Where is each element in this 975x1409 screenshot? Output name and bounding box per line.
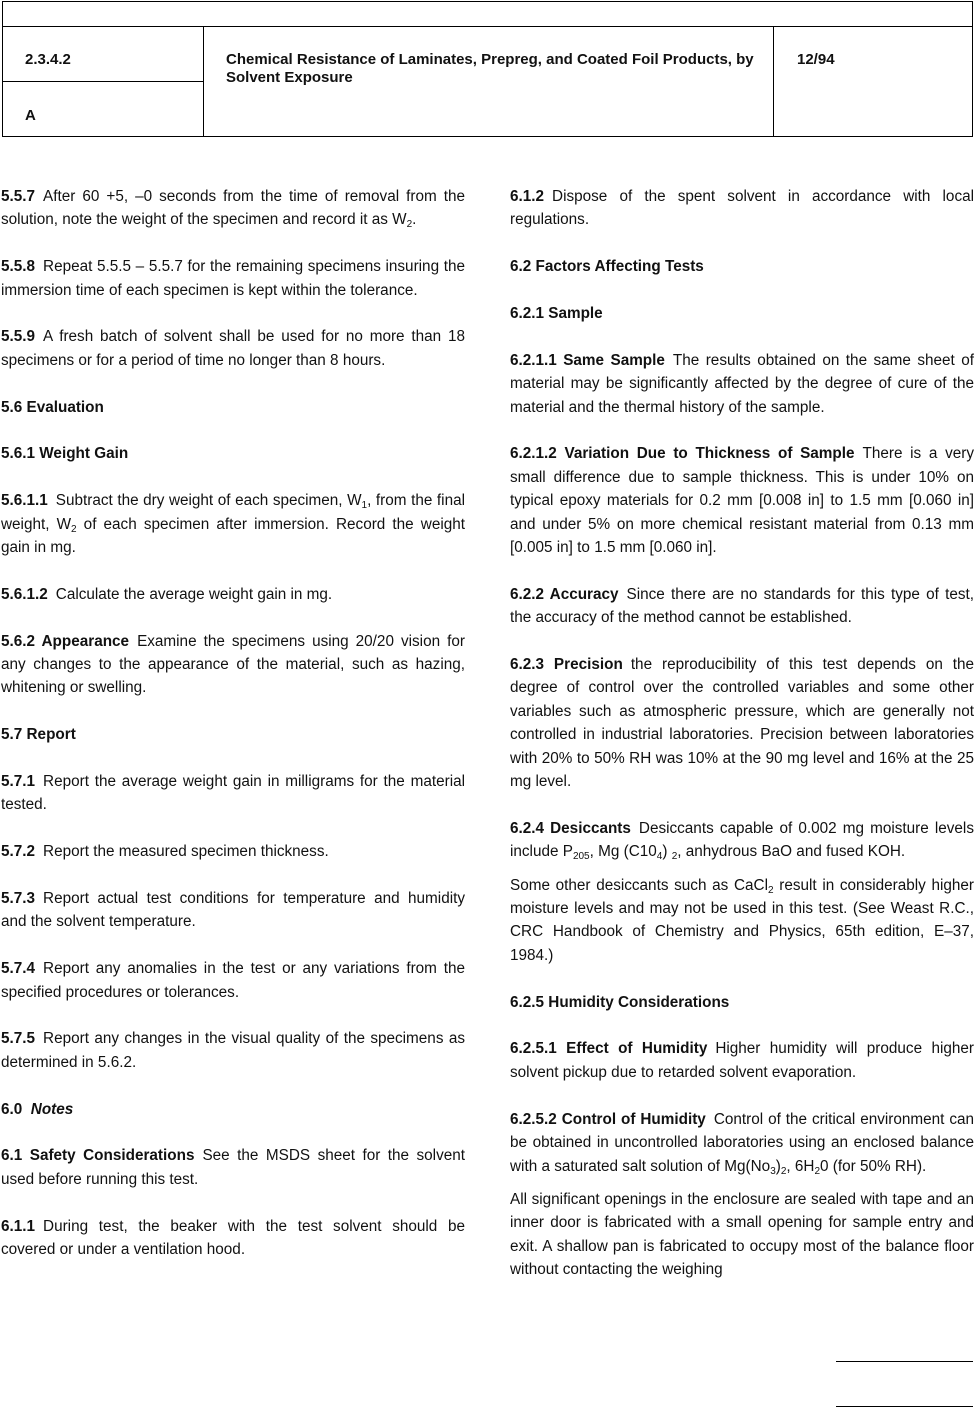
heading-6-2-1: 6.2.1 Sample: [510, 305, 603, 322]
subscript: 2: [406, 219, 413, 231]
section-label: 6.2.5.2 Control of Humidity: [510, 1110, 706, 1128]
paragraph-6-1-2: [510, 185, 974, 232]
paragraph-6-2-5-1: [510, 1037, 974, 1084]
paragraph-5-6-2: [1, 630, 465, 700]
section-label: 6.2.3 Precision: [510, 656, 623, 674]
paragraph-5-7-1: [1, 770, 465, 817]
document-title: Chemical Resistance of Laminates, Prepreg, and Coated Foil Products, by Solvent Exposure: [226, 51, 754, 86]
paragraph-5-5-8: [1, 255, 465, 302]
paragraph-6-2-5-2-continued: [510, 1188, 974, 1282]
paragraph-5-7-4: [1, 957, 465, 1004]
paragraph-text: After 60 +5, –0 seconds from the time of removal from the solution, note the weight of the specimen and record it as W: [1, 188, 465, 229]
section-label: 5.5.8: [1, 258, 36, 276]
paragraph-text: Report the measured specimen thickness.: [43, 843, 329, 861]
section-label: 5.7.2: [1, 843, 36, 861]
paragraph-text: .: [412, 211, 417, 229]
paragraph-5-7-5: [1, 1027, 465, 1074]
section-label: 5.7.1: [1, 773, 36, 791]
heading-5-6: 5.6 Evaluation: [1, 398, 104, 416]
subscript: 2: [671, 851, 678, 863]
paragraph-text: Dispose of the spent solvent in accordance with local regulations.: [510, 188, 974, 229]
section-label: 5.7.4: [1, 960, 36, 978]
paragraph-text: Examine the specimens using 20/20 vision for any changes to the appearance of the material, such as hazing, whitening or swelling.: [1, 632, 465, 697]
subscript: 1: [361, 500, 368, 512]
paragraph-text: All significant openings in the enclosure are sealed with tape and an inner door is fabricated with a small opening for sample entry and exit. A shallow pan is fabricated to occupy most of the balance floor without contacting the weighing: [510, 1190, 974, 1279]
paragraph-text: Report any anomalies in the test or any variations from the specified procedures or tolerances.: [1, 960, 465, 1001]
subscript: 3: [770, 1165, 776, 1177]
section-label: 6.2.1.2 Variation Due to Thickness of Sample: [510, 445, 855, 463]
section-label: 5.7.3: [1, 890, 36, 908]
footer-rule: [836, 1361, 973, 1362]
paragraph-text: , Mg (C10: [589, 843, 657, 861]
header-top-row: [3, 2, 972, 27]
section-label: 6.2.5.1 Effect of Humidity: [510, 1040, 708, 1058]
paragraph-6-2-4: [510, 817, 974, 864]
document-number: 2.3.4.2: [25, 51, 71, 68]
section-label: 6.1.1: [1, 1217, 36, 1235]
subscript: 2: [780, 1165, 787, 1177]
paragraph-text: result in considerably higher moisture levels and may not be used in this test. (See Weast R.C., CRC Handbook of Chemistry and Physics, 65th edition, E–37, 1984.): [510, 876, 974, 964]
paragraph-text: Report the average weight gain in milligrams for the material tested.: [1, 773, 465, 814]
paragraph-text: Calculate the average weight gain in mg.: [55, 585, 333, 603]
paragraph-text: Desiccants capable of 0.002 mg moisture levels include P: [510, 819, 974, 861]
heading-6-2-5: 6.2.5 Humidity Considerations: [510, 993, 730, 1011]
paragraph-text: the reproducibility of this test depends on the degree of control over the controlled variables and some other variables such as atmospheric pressure, which are generally not controlled in industrial laboratories. Precision between laboratories with 20% to 50% RH was 10% at the 90 mg level and 16% at the 25 mg level.: [510, 656, 975, 791]
section-label: 5.6.1.1: [1, 492, 48, 510]
paragraph-text: Higher humidity will produce higher solvent pickup due to retarded solvent evaporation.: [510, 1040, 974, 1081]
paragraph-text: See the MSDS sheet for the solvent used before running this test.: [1, 1147, 465, 1188]
paragraph-text: Some other desiccants such as CaCl: [510, 876, 768, 894]
document-revision: A: [25, 107, 36, 124]
section-label: 5.6.2 Appearance: [1, 632, 130, 650]
paragraph-6-2-3: [510, 653, 974, 793]
subscript: 2: [767, 884, 774, 896]
paragraph-text: , 6H: [786, 1157, 815, 1175]
footer-rule: [836, 1406, 973, 1407]
paragraph-text: Report actual test conditions for temperature and humidity and the solvent temperature.: [1, 890, 465, 931]
paragraph-text: , from the final weight, W: [1, 492, 465, 533]
paragraph-text: Report any changes in the visual quality of the specimens as determined in 5.6.2.: [1, 1030, 465, 1071]
heading-number: 6.0: [1, 1100, 23, 1118]
paragraph-text: 0 (for 50% RH).: [820, 1157, 927, 1175]
paragraph-5-5-9: [1, 325, 465, 372]
subscript: 4: [656, 851, 663, 863]
paragraph-6-2-4-continued: [510, 874, 974, 968]
paragraph-text: , anhydrous BaO and fused KOH.: [677, 843, 906, 861]
section-label: 6.1.2: [510, 188, 545, 205]
paragraph-text: Repeat 5.5.5 – 5.5.7 for the remaining specimens insuring the immersion time of each specimen is kept within the tolerance.: [1, 258, 465, 299]
paragraph-6-2-5-2: [510, 1108, 974, 1178]
heading-title: Notes: [30, 1100, 74, 1118]
subscript: 2: [814, 1165, 821, 1177]
paragraph-6-2-1-2: [510, 442, 974, 559]
header-divider: [3, 81, 203, 82]
subscript: 205: [572, 851, 590, 863]
paragraph-5-6-1-1: [1, 489, 465, 559]
paragraph-text: There is a very small difference due to sample thickness. This is under 10% on typical epoxy materials for 0.2 mm [0.008 in] to 1.5 mm [0.060 in] and under 5% on more chemical resistant material from 0.13 mm [0.005 in] to 1.5 mm [0.060 in].: [510, 445, 974, 557]
header-date-cell: [773, 26, 972, 136]
document-date: 12/94: [797, 51, 835, 68]
paragraph-text: During test, the beaker with the test solvent should be covered or under a ventilation hood.: [1, 1217, 465, 1259]
heading-6-0: [1, 1098, 465, 1121]
paragraph-6-2-2: [510, 583, 974, 630]
paragraph-5-7-2: [1, 840, 465, 863]
paragraph-6-2-1-1: [510, 349, 974, 419]
paragraph-text: ): [775, 1157, 781, 1175]
paragraph-text: ): [662, 843, 672, 861]
paragraph-text: Since there are no standards for this type of test, the accuracy of the method cannot be established.: [510, 585, 974, 627]
paragraph-text: of each specimen after immersion. Record the weight gain in mg.: [1, 515, 465, 557]
subscript: 2: [71, 523, 77, 535]
paragraph-text: The results obtained on the same sheet of material may be significantly affected by the degree of cure of the material and the thermal history of the sample.: [510, 351, 974, 416]
section-label: 6.2.1.1 Same Sample: [510, 351, 665, 369]
section-label: 5.6.1.2: [1, 585, 48, 603]
paragraph-5-5-7: [1, 185, 465, 232]
section-label: 5.5.9: [1, 328, 36, 346]
paragraph-text: A fresh batch of solvent shall be used for no more than 18 specimens or for a period of time no longer than 8 hours.: [1, 328, 465, 369]
heading-5-7: 5.7 Report: [1, 726, 76, 744]
paragraph-5-6-1-2: [1, 583, 465, 606]
left-column: [1, 185, 465, 1285]
section-label: 5.7.5: [1, 1030, 36, 1048]
paragraph-6-1-1: [1, 1215, 465, 1262]
paragraph-text: Control of the critical environment can be obtained in uncontrolled laboratories using an enclosed balance with a saturated salt solution of Mg(No: [510, 1110, 974, 1175]
paragraph-text: Subtract the dry weight of each specimen, W: [55, 492, 362, 510]
section-label: 6.2.2 Accuracy: [510, 585, 619, 603]
right-column: [510, 185, 974, 1305]
heading-6-2: 6.2 Factors Affecting Tests: [510, 258, 704, 276]
section-label: 6.1 Safety Considerations: [1, 1147, 195, 1165]
paragraph-5-7-3: [1, 887, 465, 934]
paragraph-6-1: [1, 1144, 465, 1191]
heading-5-6-1: 5.6.1 Weight Gain: [1, 445, 129, 463]
section-label: 6.2.4 Desiccants: [510, 819, 631, 837]
section-label: 5.5.7: [1, 188, 36, 205]
